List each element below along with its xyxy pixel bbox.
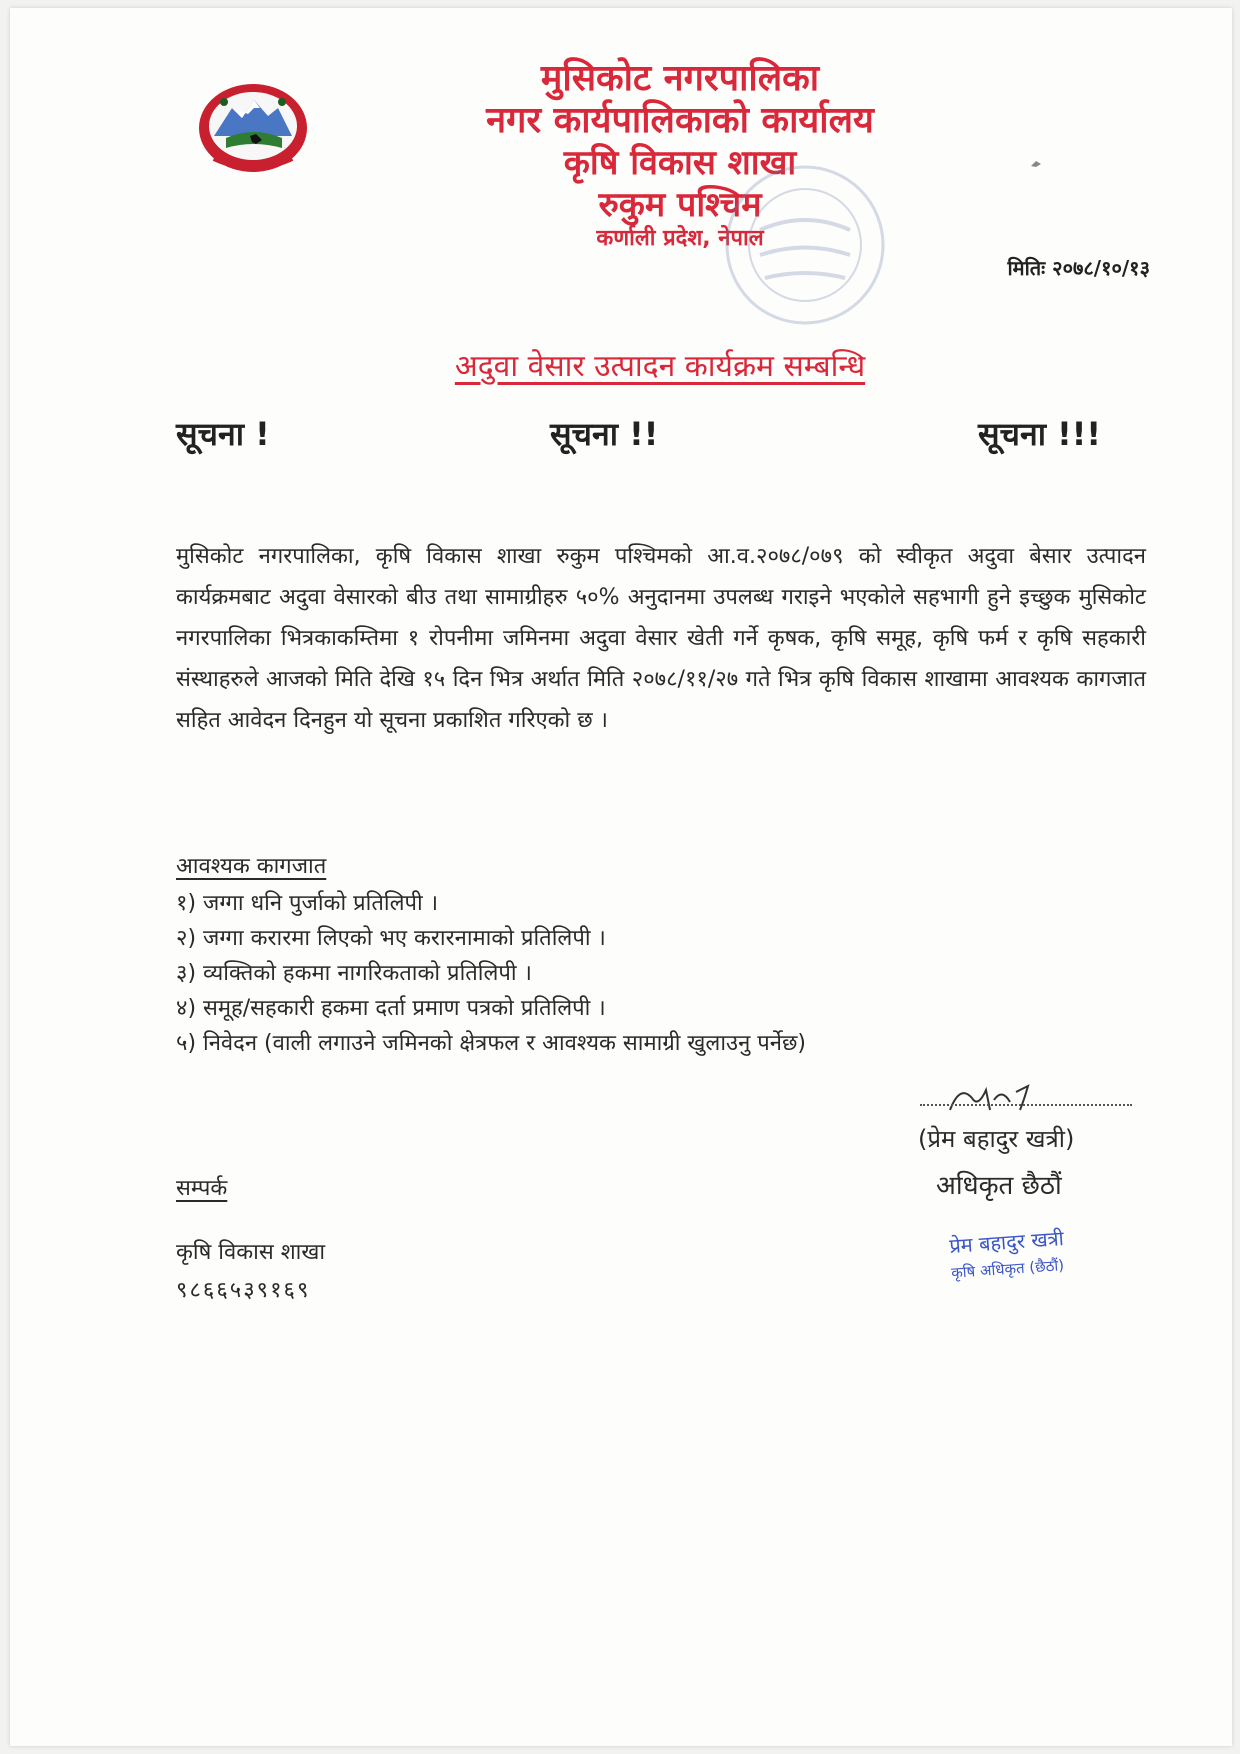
officer-stamp xyxy=(948,1224,1066,1283)
signature-line xyxy=(920,1104,1132,1106)
letter-subject: अदुवा वेसार उत्पादन कार्यक्रम सम्बन्धि xyxy=(454,349,866,384)
notice-heading-2: सूचना !! xyxy=(550,415,659,453)
stamp-title: कृषि अधिकृत (छैठौं) xyxy=(950,1256,1065,1282)
notice-heading-1: सूचना ! xyxy=(176,415,270,453)
contact-office: कृषि विकास शाखा xyxy=(176,1240,326,1265)
stamp-name: प्रेम बहादुर खत्री xyxy=(948,1226,1065,1258)
contact-title: सम्पर्क xyxy=(176,1176,228,1201)
list-item: १) जग्गा धनि पुर्जाको प्रतिलिपी । xyxy=(176,891,439,916)
letterhead-municipality: मुसिकोट नगरपालिका xyxy=(540,58,820,99)
contact-phone: ९८६६५३९१६९ xyxy=(176,1278,311,1303)
office-seal-watermark xyxy=(720,160,890,330)
letterhead-district: रुकुम पश्चिम xyxy=(598,185,762,225)
list-item: २) जग्गा करारमा लिएको भए करारनामाको प्रतिलिपी । xyxy=(176,926,606,951)
ink-speck xyxy=(1030,160,1042,168)
nepal-emblem-logo xyxy=(196,78,310,176)
notice-heading-3: सूचना !!! xyxy=(978,415,1101,453)
list-item: ३) व्यक्तिको हकमा नागरिकताको प्रतिलिपी । xyxy=(176,961,532,986)
handwritten-signature xyxy=(920,1080,1140,1120)
letter-date: मितिः २०७८/१०/१३ xyxy=(1007,256,1150,280)
letterhead-province: कर्णाली प्रदेश, नेपाल xyxy=(596,226,764,251)
signatory-name: (प्रेम बहादुर खत्री) xyxy=(918,1125,1075,1153)
list-item: ४) समूह/सहकारी हकमा दर्ता प्रमाण पत्रको प्रतिलिपी । xyxy=(176,996,606,1021)
notice-body: मुसिकोट नगरपालिका, कृषि विकास शाखा रुकुम पश्चिमको आ.व.२०७८/०७९ को स्वीकृत अदुवा बेसार उत्पादन कार्यक्रमबाट अदुवा वेसारको बीउ तथा सामाग्रीहरु ५०% अनुदानमा उपलब्ध गराइने भएकोले सहभागी हुने इच्छुक मुसिकोट नगरपालिका भित्रकाकम्तिमा १ रोपनीमा जमिनमा अदुवा वेसार खेती गर्ने कृषक, कृषि समूह, कृषि फर्म र कृषि सहकारी संस्थाहरुले आजको मिति देखि १५ दिन भित्र अर्थात मिति २०७८/११/२७ गते भित्र कृषि विकास शाखामा आवश्यक कागजात सहित आवेदन दिनहुन यो सूचना प्रकाशित गरिएको छ । xyxy=(176,544,1146,733)
signatory-title: अधिकृत छैठौं xyxy=(936,1171,1062,1201)
required-documents-title: आवश्यक कागजात xyxy=(176,854,327,879)
letterhead-branch: कृषि विकास शाखा xyxy=(563,143,797,183)
list-item: ५) निवेदन (वाली लगाउने जमिनको क्षेत्रफल र आवश्यक सामाग्री खुलाउनु पर्नेछ) xyxy=(176,1031,806,1056)
letterhead-office: नगर कार्यपालिकाको कार्यालय xyxy=(486,100,874,141)
required-documents-list xyxy=(176,886,1176,1061)
